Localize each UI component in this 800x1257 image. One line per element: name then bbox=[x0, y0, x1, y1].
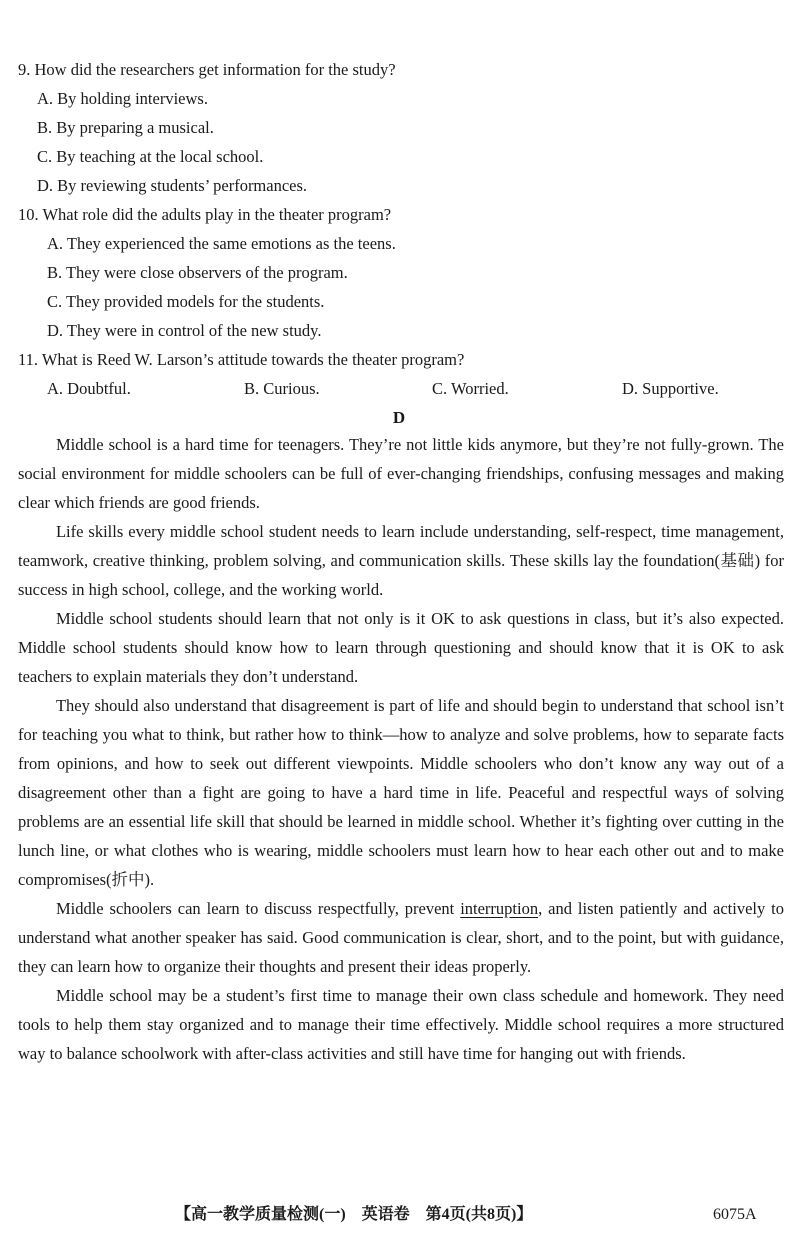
option-d: D. They were in control of the new study. bbox=[47, 321, 322, 340]
option-b: B. Curious. bbox=[244, 379, 320, 398]
option-a: A. By holding interviews. bbox=[37, 89, 208, 108]
option-c: C. By teaching at the local school. bbox=[37, 147, 264, 166]
question-stem: 11. What is Reed W. Larson’s attitude towards the theater program? bbox=[18, 350, 465, 369]
question-stem: 10. What role did the adults play in the theater program? bbox=[18, 205, 392, 224]
paragraph: Middle school students should learn that not only is it OK to ask questions in class, but it’s also expected. Middle school students should know how to learn through questioning and should know that it is OK to ask teachers to explain materials they don’t understand. bbox=[18, 609, 784, 686]
option-a: A. They experienced the same emotions as the teens. bbox=[47, 234, 396, 253]
option-a: A. Doubtful. bbox=[47, 379, 131, 398]
option-b: B. By preparing a musical. bbox=[37, 118, 214, 137]
underlined-word: interruption bbox=[460, 899, 539, 918]
question-9 bbox=[0, 55, 800, 200]
question-11 bbox=[0, 345, 800, 403]
reading-passage bbox=[18, 430, 784, 1068]
paragraph: Middle school may be a student’s first time to manage their own class schedule and homework. They need tools to help them stay organized and to manage their time effectively. Middle school requires a more structured way to balance schoolwork with after-class activities and still have time for hanging out with friends. bbox=[18, 986, 784, 1063]
paragraph-text: Middle schoolers can learn to discuss respectfully, prevent bbox=[55, 899, 461, 918]
option-b: B. They were close observers of the program. bbox=[47, 263, 348, 282]
question-stem: 9. How did the researchers get information for the study? bbox=[18, 60, 396, 79]
section-heading: D bbox=[392, 408, 406, 427]
paragraph-text: , and listen patiently and actively to understand what another speaker has said. Good communication is clear, short, and to the point, but with guidance, they can learn how to organize their thoughts and present their ideas properly. bbox=[18, 899, 785, 976]
option-d: D. Supportive. bbox=[622, 379, 719, 398]
paper-code: 6075A bbox=[713, 1206, 757, 1223]
option-row bbox=[0, 374, 800, 403]
question-10 bbox=[0, 200, 800, 345]
option-d: D. By reviewing students’ performances. bbox=[37, 176, 308, 195]
paragraph bbox=[18, 894, 784, 981]
paragraph: They should also understand that disagreement is part of life and should begin to understand that school isn’t for teaching you what to think, but rather how to think—how to analyze and solve problems, how to separate facts from opinions, and how to seek out different viewpoints. Middle schoolers who don’t know any way out of a disagreement other than a fight are going to have a hard time in life. Peaceful and respectful ways of solving problems are an essential life skill that should be learned in middle school. Whether it’s fighting over cutting in the lunch line, or what clothes who is wearing, middle schoolers must learn how to hear each other out and to make compromises(折中). bbox=[18, 696, 784, 889]
question-list bbox=[0, 55, 800, 432]
option-c: C. Worried. bbox=[432, 379, 509, 398]
paragraph: Life skills every middle school student needs to learn include understanding, self-respect, time management, teamwork, creative thinking, problem solving, and communication skills. These skills lay the foundation(基础) for success in high school, college, and the working world. bbox=[18, 522, 784, 599]
footer-title: 【高一教学质量检测(一) 英语卷 第4页(共8页)】 bbox=[175, 1206, 533, 1223]
page-footer bbox=[0, 1200, 800, 1230]
paragraph: Middle school is a hard time for teenagers. They’re not little kids anymore, but they’re not fully-grown. The social environment for middle schoolers can be full of ever-changing friendships, confusing messages and making clear which friends are good friends. bbox=[18, 435, 784, 512]
option-c: C. They provided models for the students. bbox=[47, 292, 325, 311]
